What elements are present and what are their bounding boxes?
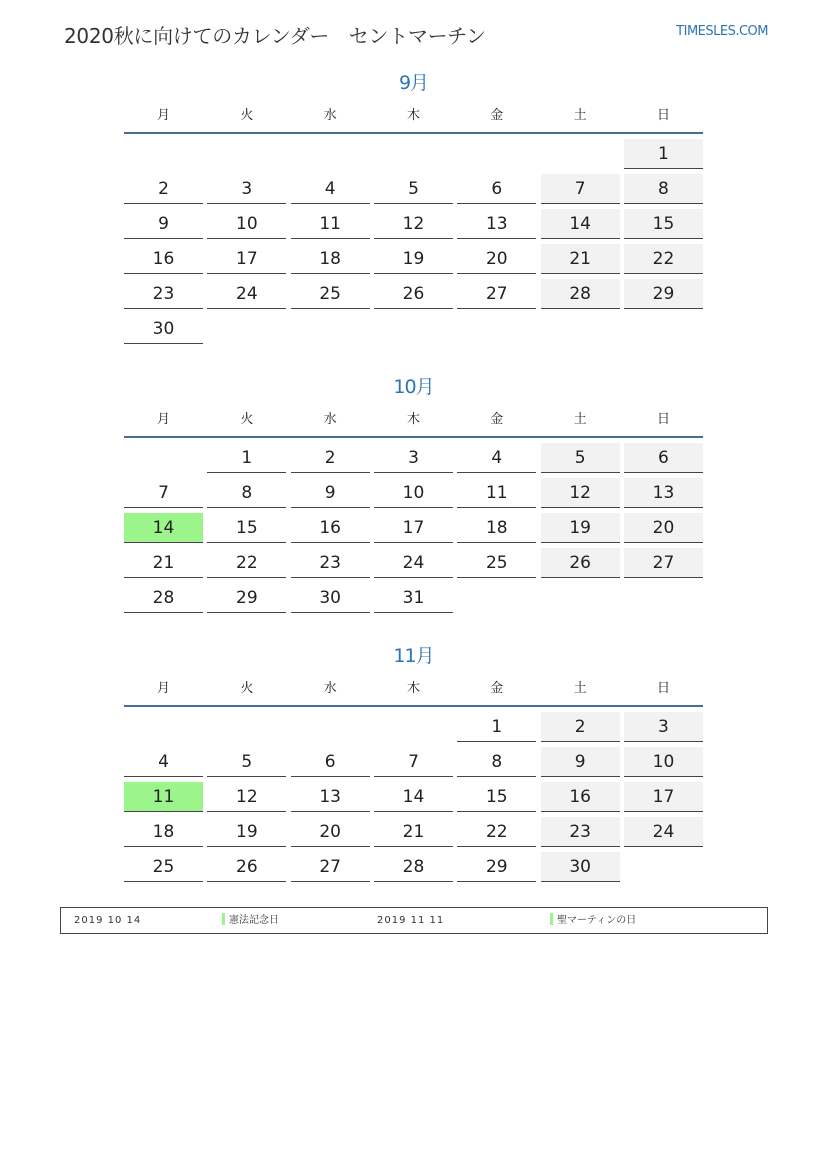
weekday-label: 金 bbox=[490, 108, 504, 123]
day-cell[interactable]: 13 bbox=[624, 478, 703, 508]
weekday-label: 日 bbox=[656, 412, 670, 427]
day-cell[interactable]: 10 bbox=[374, 478, 453, 508]
empty-cell bbox=[207, 712, 286, 742]
day-cell[interactable]: 9 bbox=[291, 478, 370, 508]
day-cell[interactable]: 30 bbox=[291, 583, 370, 613]
empty-cell bbox=[124, 139, 203, 169]
day-cell[interactable]: 29 bbox=[457, 852, 536, 882]
empty-cell bbox=[624, 314, 703, 344]
empty-cell bbox=[207, 139, 286, 169]
empty-cell bbox=[541, 314, 620, 344]
day-cell[interactable]: 15 bbox=[207, 513, 286, 543]
day-cell[interactable]: 16 bbox=[291, 513, 370, 543]
holiday-color-marker bbox=[222, 913, 225, 925]
holiday-name: 聖マーティンの日 bbox=[557, 915, 637, 926]
day-cell[interactable]: 24 bbox=[374, 548, 453, 578]
day-grid bbox=[124, 712, 703, 882]
day-cell[interactable]: 24 bbox=[207, 279, 286, 309]
page-title: 2020秋に向けてのカレンダー セントマーチン bbox=[64, 24, 486, 48]
weekday-header bbox=[124, 100, 703, 134]
empty-cell bbox=[291, 139, 370, 169]
day-cell[interactable]: 26 bbox=[541, 548, 620, 578]
day-cell[interactable]: 4 bbox=[457, 443, 536, 473]
day-cell[interactable]: 21 bbox=[374, 817, 453, 847]
weekday-label: 木 bbox=[406, 108, 420, 123]
weekday-label: 火 bbox=[240, 412, 254, 427]
empty-cell bbox=[457, 314, 536, 344]
day-cell[interactable]: 21 bbox=[541, 244, 620, 274]
day-cell[interactable]: 17 bbox=[207, 244, 286, 274]
day-cell[interactable]: 5 bbox=[541, 443, 620, 473]
empty-cell bbox=[457, 139, 536, 169]
empty-cell bbox=[624, 583, 703, 613]
day-cell[interactable]: 12 bbox=[207, 782, 286, 812]
day-cell[interactable]: 28 bbox=[124, 583, 203, 613]
weekday-label: 金 bbox=[490, 412, 504, 427]
day-cell[interactable]: 28 bbox=[374, 852, 453, 882]
day-cell[interactable]: 31 bbox=[374, 583, 453, 613]
day-grid bbox=[124, 139, 703, 344]
day-cell[interactable]: 20 bbox=[457, 244, 536, 274]
day-cell[interactable]: 5 bbox=[374, 174, 453, 204]
day-cell[interactable]: 14 bbox=[374, 782, 453, 812]
day-cell[interactable]: 11 bbox=[291, 209, 370, 239]
weekday-label: 土 bbox=[573, 681, 587, 696]
weekday-label: 月 bbox=[156, 681, 170, 696]
day-cell[interactable]: 20 bbox=[291, 817, 370, 847]
empty-cell bbox=[124, 712, 203, 742]
weekday-label: 水 bbox=[323, 412, 337, 427]
day-cell[interactable]: 28 bbox=[541, 279, 620, 309]
day-cell[interactable]: 17 bbox=[374, 513, 453, 543]
weekday-header bbox=[124, 404, 703, 438]
month-title: 10月 bbox=[393, 376, 434, 398]
day-cell[interactable]: 6 bbox=[624, 443, 703, 473]
day-cell[interactable]: 27 bbox=[624, 548, 703, 578]
day-cell[interactable]: 2 bbox=[124, 174, 203, 204]
day-cell[interactable]: 13 bbox=[291, 782, 370, 812]
day-cell[interactable]: 9 bbox=[124, 209, 203, 239]
empty-cell bbox=[291, 712, 370, 742]
holiday-legend bbox=[60, 907, 768, 934]
day-cell[interactable]: 14 bbox=[541, 209, 620, 239]
day-cell[interactable]: 23 bbox=[541, 817, 620, 847]
empty-cell bbox=[541, 139, 620, 169]
day-cell[interactable]: 13 bbox=[457, 209, 536, 239]
empty-cell bbox=[207, 314, 286, 344]
holiday-color-marker bbox=[550, 913, 553, 925]
weekday-label: 火 bbox=[240, 108, 254, 123]
day-cell[interactable]: 15 bbox=[624, 209, 703, 239]
day-cell[interactable]: 19 bbox=[207, 817, 286, 847]
day-cell[interactable]: 4 bbox=[124, 747, 203, 777]
day-cell[interactable]: 29 bbox=[624, 279, 703, 309]
weekday-label: 水 bbox=[323, 108, 337, 123]
day-cell[interactable]: 7 bbox=[374, 747, 453, 777]
day-cell[interactable]: 3 bbox=[207, 174, 286, 204]
weekday-label: 火 bbox=[240, 681, 254, 696]
day-cell[interactable]: 3 bbox=[374, 443, 453, 473]
weekday-label: 木 bbox=[406, 412, 420, 427]
day-cell[interactable]: 2 bbox=[291, 443, 370, 473]
empty-cell bbox=[541, 583, 620, 613]
day-cell[interactable]: 17 bbox=[624, 782, 703, 812]
day-cell[interactable]: 18 bbox=[457, 513, 536, 543]
day-cell[interactable]: 10 bbox=[207, 209, 286, 239]
holiday-date: 2019 11 11 bbox=[377, 915, 445, 926]
empty-cell bbox=[124, 443, 203, 473]
day-cell[interactable]: 29 bbox=[207, 583, 286, 613]
holiday-date: 2019 10 14 bbox=[74, 915, 142, 926]
empty-cell bbox=[457, 583, 536, 613]
month-title: 9月 bbox=[398, 72, 429, 94]
day-cell[interactable]: 22 bbox=[457, 817, 536, 847]
month-title: 11月 bbox=[393, 645, 434, 667]
empty-cell bbox=[374, 712, 453, 742]
day-cell[interactable]: 25 bbox=[457, 548, 536, 578]
day-cell[interactable]: 12 bbox=[374, 209, 453, 239]
day-cell[interactable]: 12 bbox=[541, 478, 620, 508]
weekday-header bbox=[124, 673, 703, 707]
day-cell[interactable]: 20 bbox=[624, 513, 703, 543]
day-cell[interactable]: 22 bbox=[207, 548, 286, 578]
day-cell[interactable]: 2 bbox=[541, 712, 620, 742]
day-cell[interactable]: 23 bbox=[124, 279, 203, 309]
day-cell[interactable]: 19 bbox=[374, 244, 453, 274]
day-cell[interactable]: 4 bbox=[291, 174, 370, 204]
day-cell[interactable]: 22 bbox=[624, 244, 703, 274]
day-cell[interactable]: 5 bbox=[207, 747, 286, 777]
weekday-label: 土 bbox=[573, 412, 587, 427]
weekday-label: 日 bbox=[656, 681, 670, 696]
day-cell[interactable]: 6 bbox=[457, 174, 536, 204]
day-cell[interactable]: 16 bbox=[124, 244, 203, 274]
empty-cell bbox=[374, 139, 453, 169]
day-cell[interactable]: 25 bbox=[124, 852, 203, 882]
day-cell[interactable]: 26 bbox=[374, 279, 453, 309]
weekday-label: 水 bbox=[323, 681, 337, 696]
day-cell[interactable]: 8 bbox=[624, 174, 703, 204]
day-cell[interactable]: 11 bbox=[124, 782, 203, 812]
day-cell[interactable]: 23 bbox=[291, 548, 370, 578]
day-grid bbox=[124, 443, 703, 613]
day-cell[interactable]: 9 bbox=[541, 747, 620, 777]
day-cell[interactable]: 26 bbox=[207, 852, 286, 882]
day-cell[interactable]: 24 bbox=[624, 817, 703, 847]
day-cell[interactable]: 27 bbox=[291, 852, 370, 882]
weekday-label: 金 bbox=[490, 681, 504, 696]
day-cell[interactable]: 25 bbox=[291, 279, 370, 309]
month-november bbox=[124, 639, 703, 882]
day-cell[interactable]: 14 bbox=[124, 513, 203, 543]
day-cell[interactable]: 8 bbox=[207, 478, 286, 508]
weekday-label: 土 bbox=[573, 108, 587, 123]
weekday-label: 月 bbox=[156, 412, 170, 427]
holiday-entry bbox=[550, 908, 636, 933]
day-cell[interactable]: 19 bbox=[541, 513, 620, 543]
day-cell[interactable]: 16 bbox=[541, 782, 620, 812]
day-cell[interactable]: 8 bbox=[457, 747, 536, 777]
day-cell[interactable]: 30 bbox=[541, 852, 620, 882]
holiday-entry bbox=[222, 908, 279, 933]
holiday-name: 憲法記念日 bbox=[229, 915, 279, 926]
month-september bbox=[124, 66, 703, 344]
empty-cell bbox=[374, 314, 453, 344]
day-cell[interactable]: 11 bbox=[457, 478, 536, 508]
weekday-label: 木 bbox=[406, 681, 420, 696]
empty-cell bbox=[624, 852, 703, 882]
day-cell[interactable]: 18 bbox=[291, 244, 370, 274]
day-cell[interactable]: 15 bbox=[457, 782, 536, 812]
day-cell[interactable]: 27 bbox=[457, 279, 536, 309]
day-cell[interactable]: 6 bbox=[291, 747, 370, 777]
empty-cell bbox=[291, 314, 370, 344]
day-cell[interactable]: 10 bbox=[624, 747, 703, 777]
day-cell[interactable]: 3 bbox=[624, 712, 703, 742]
day-cell[interactable]: 21 bbox=[124, 548, 203, 578]
day-cell[interactable]: 7 bbox=[541, 174, 620, 204]
day-cell[interactable]: 1 bbox=[207, 443, 286, 473]
day-cell[interactable]: 30 bbox=[124, 314, 203, 344]
day-cell[interactable]: 1 bbox=[624, 139, 703, 169]
day-cell[interactable]: 7 bbox=[124, 478, 203, 508]
month-october bbox=[124, 370, 703, 613]
day-cell[interactable]: 18 bbox=[124, 817, 203, 847]
site-link[interactable]: TIMESLES.COM bbox=[676, 24, 768, 39]
weekday-label: 月 bbox=[156, 108, 170, 123]
weekday-label: 日 bbox=[656, 108, 670, 123]
day-cell[interactable]: 1 bbox=[457, 712, 536, 742]
